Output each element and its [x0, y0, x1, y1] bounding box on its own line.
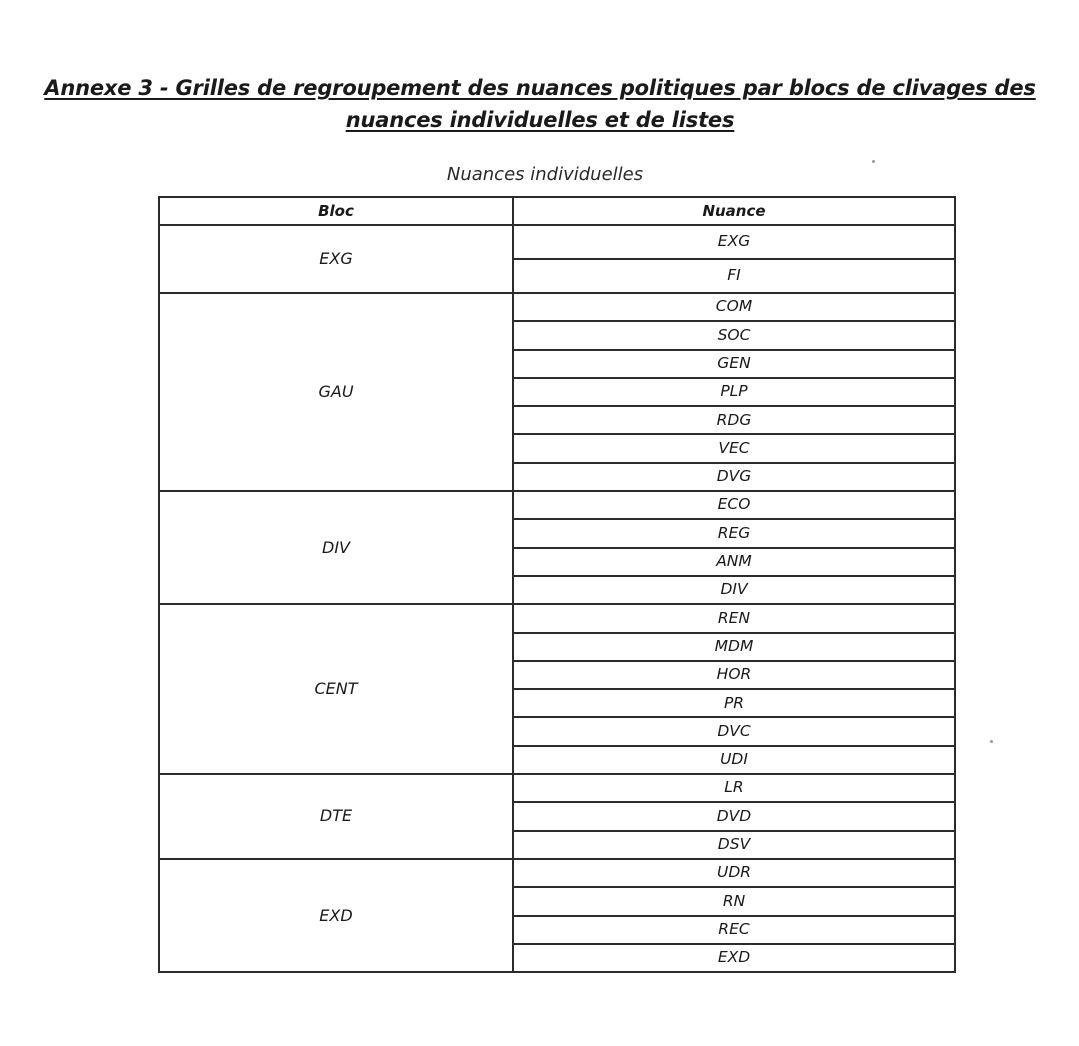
bloc-cell: DIV — [159, 491, 513, 604]
nuance-cell: DVC — [513, 717, 955, 745]
nuance-cell: RN — [513, 887, 955, 915]
header-nuance: Nuance — [513, 197, 955, 225]
bloc-cell: DTE — [159, 774, 513, 859]
nuance-cell: PR — [513, 689, 955, 717]
page-title-line-2: nuances individuelles et de listes — [345, 108, 735, 132]
page-title: Annexe 3 - Grilles de regroupement des nuances politiques par blocs de clivages des — [44, 76, 1036, 100]
table-row — [159, 491, 955, 519]
nuance-cell: REN — [513, 604, 955, 632]
bloc-cell: EXG — [159, 225, 513, 293]
table-row — [159, 293, 955, 321]
bloc-cell: EXD — [159, 859, 513, 972]
nuance-cell: COM — [513, 293, 955, 321]
table-row — [159, 774, 955, 802]
nuance-cell: ANM — [513, 548, 955, 576]
table-caption: Nuances individuelles — [446, 164, 644, 185]
nuance-cell: UDI — [513, 746, 955, 774]
nuance-cell: UDR — [513, 859, 955, 887]
table-row — [159, 225, 955, 259]
table-row — [159, 604, 955, 632]
nuance-cell: REC — [513, 916, 955, 944]
nuances-table — [158, 196, 956, 973]
nuance-cell: GEN — [513, 350, 955, 378]
nuance-cell: RDG — [513, 406, 955, 434]
nuance-cell: PLP — [513, 378, 955, 406]
header-bloc: Bloc — [159, 197, 513, 225]
nuance-cell: LR — [513, 774, 955, 802]
nuance-cell: DVD — [513, 802, 955, 830]
nuance-cell: REG — [513, 519, 955, 547]
bloc-cell: GAU — [159, 293, 513, 491]
nuance-cell: DVG — [513, 463, 955, 491]
scan-speck — [872, 160, 875, 163]
scan-speck — [990, 740, 993, 743]
nuance-cell: SOC — [513, 321, 955, 349]
nuance-cell: HOR — [513, 661, 955, 689]
table-row — [159, 859, 955, 887]
nuance-cell: DIV — [513, 576, 955, 604]
nuance-cell: EXD — [513, 944, 955, 972]
nuance-cell: MDM — [513, 633, 955, 661]
nuance-cell: DSV — [513, 831, 955, 859]
nuance-cell: EXG — [513, 225, 955, 259]
nuance-cell: VEC — [513, 434, 955, 462]
bloc-cell: CENT — [159, 604, 513, 774]
nuance-cell: FI — [513, 259, 955, 293]
nuance-cell: ECO — [513, 491, 955, 519]
table-header-row — [159, 197, 955, 225]
